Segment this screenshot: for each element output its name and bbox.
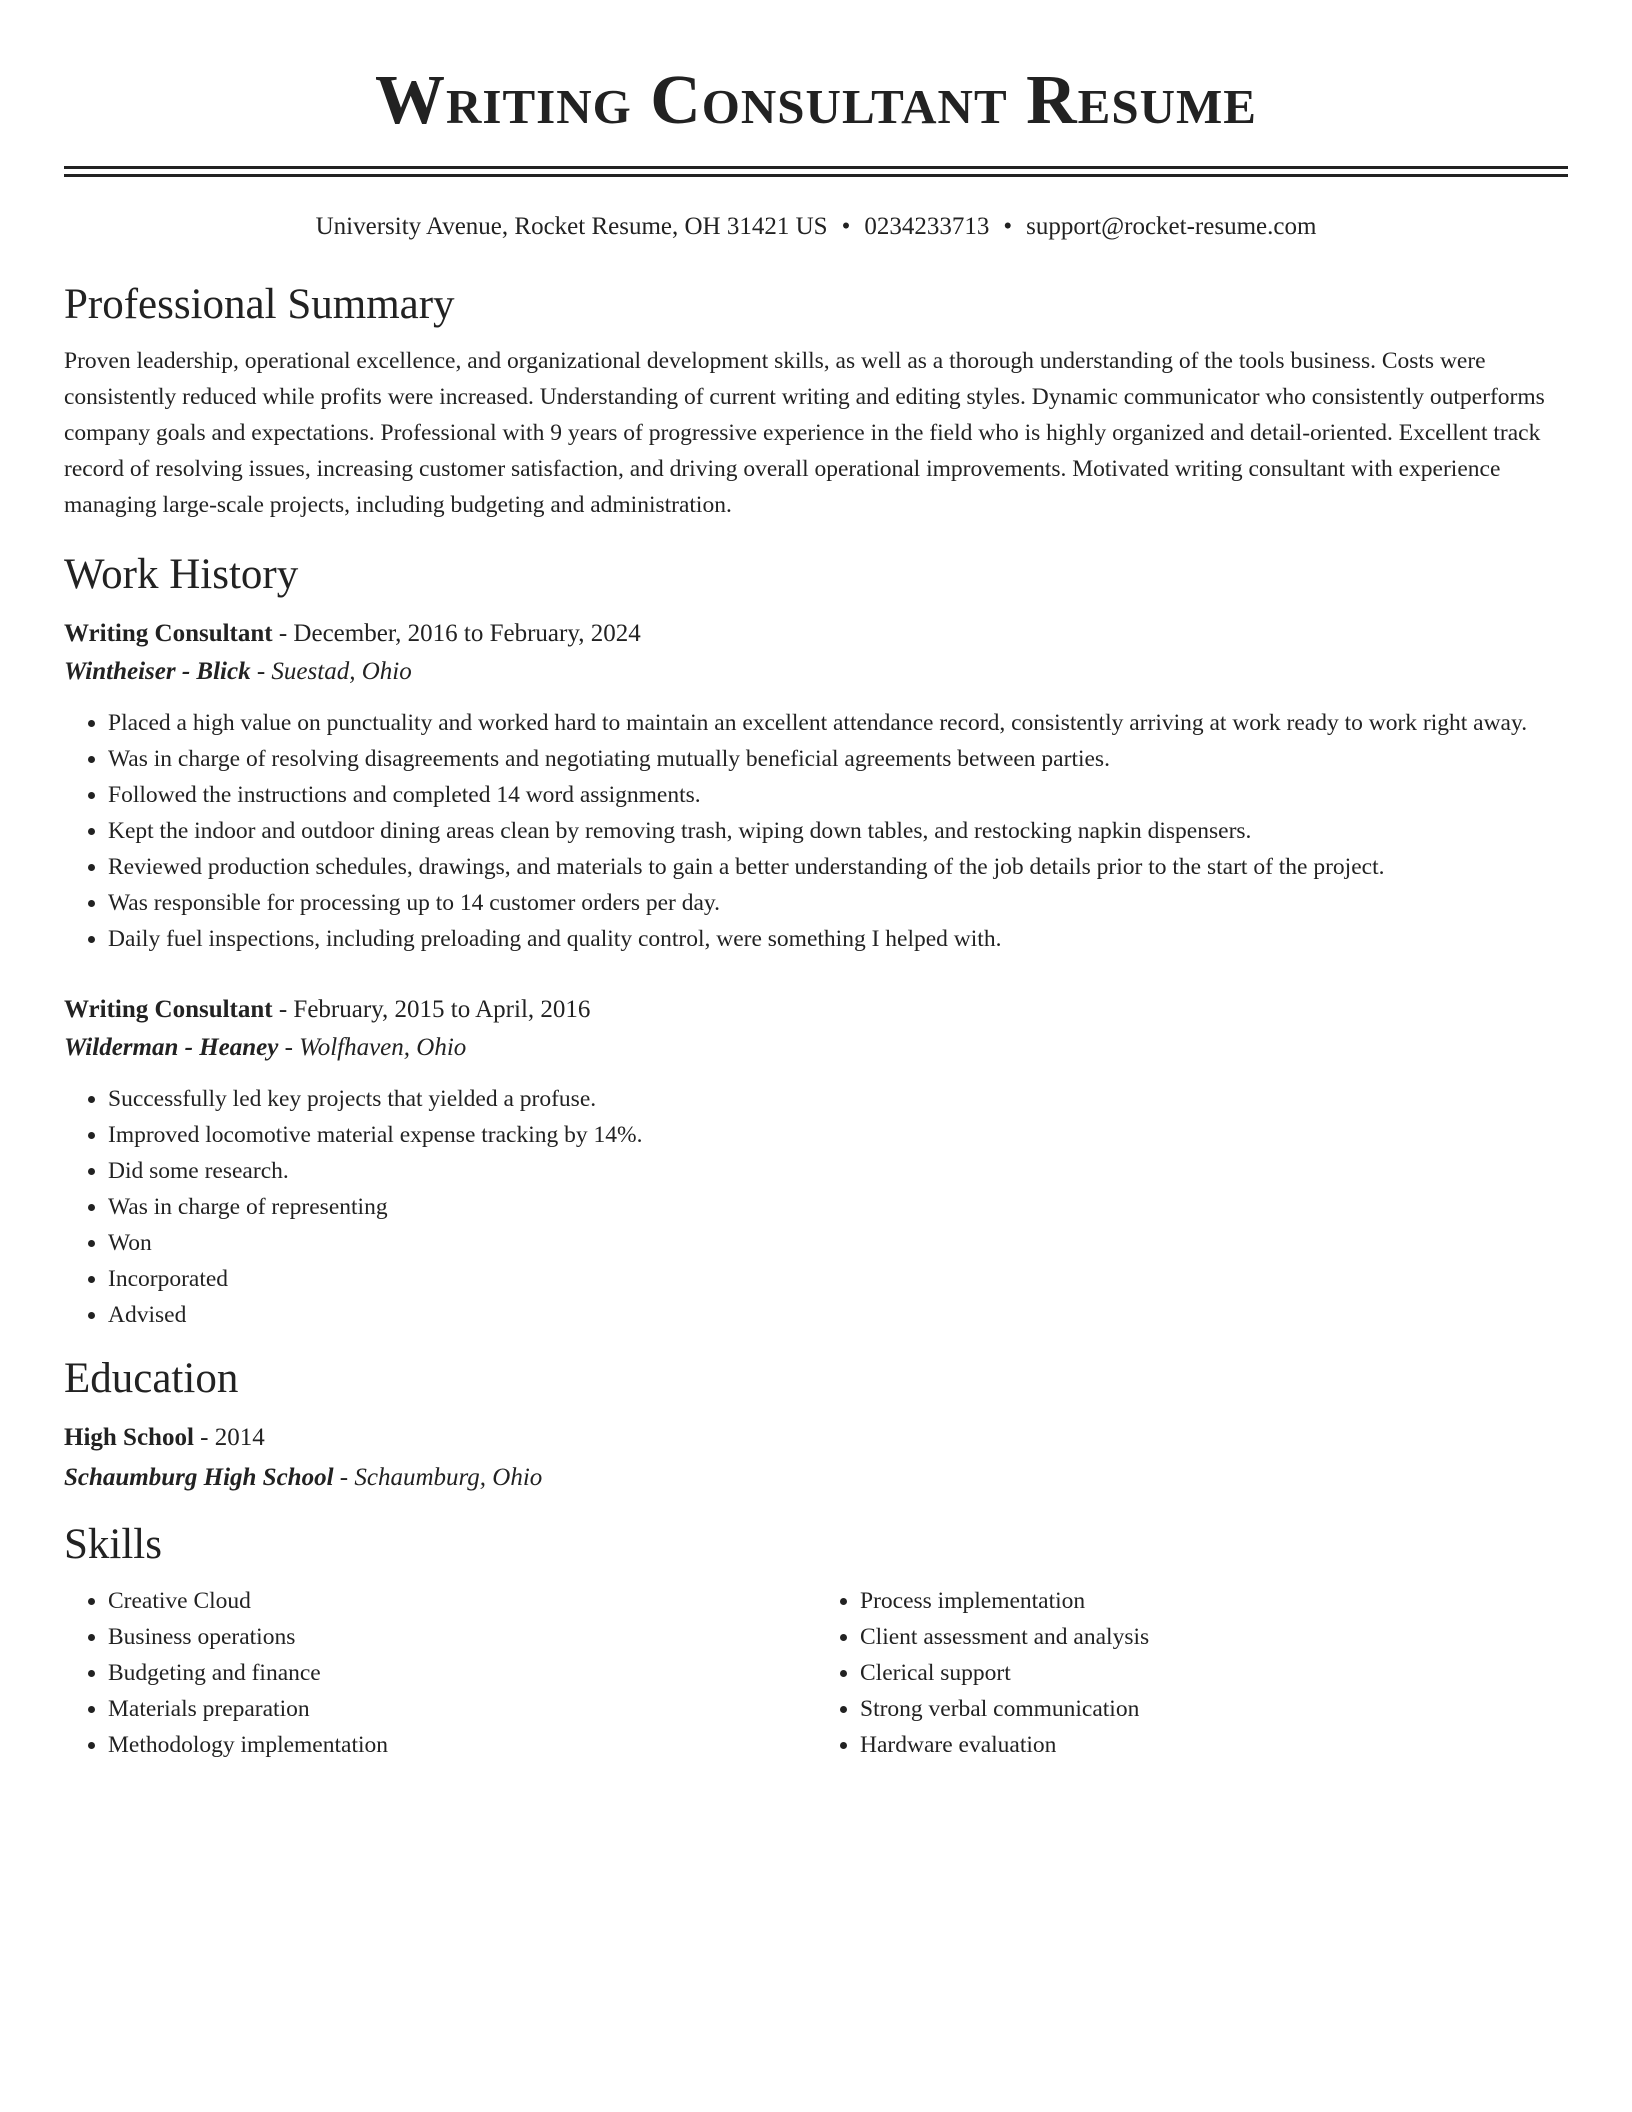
contact-phone: 0234233713: [864, 213, 990, 240]
list-item: • Incorporated: [108, 1261, 1568, 1297]
skill-item: • Hardware evaluation: [860, 1727, 1568, 1763]
job-dates: - December, 2016 to February, 2024: [272, 620, 641, 647]
employer-line: [64, 653, 1568, 691]
list-item: • Advised: [108, 1297, 1568, 1333]
employer-line: [64, 1029, 1568, 1067]
degree-year: - 2014: [193, 1424, 265, 1451]
job-entry: [64, 615, 1568, 957]
skill-item: • Creative Cloud: [108, 1583, 816, 1619]
school-location: - Schaumburg, Ohio: [333, 1464, 543, 1491]
skills-list-left: [64, 1583, 816, 1763]
list-item: • Successfully led key projects that yielded a profuse.: [108, 1081, 1568, 1117]
contact-email: support@rocket-resume.com: [1026, 213, 1317, 240]
list-item: • Did some research.: [108, 1153, 1568, 1189]
skill-item: • Clerical support: [860, 1655, 1568, 1691]
degree-line: [64, 1419, 1568, 1457]
job-dates: - February, 2015 to April, 2016: [272, 996, 591, 1023]
contact-separator: •: [841, 213, 851, 240]
job-title: Writing Consultant: [64, 620, 273, 647]
list-item: • Reviewed production schedules, drawings, and materials to gain a better understanding of the job details prior to the start of the project.: [108, 849, 1568, 885]
job-title-line: [64, 615, 1568, 653]
skills-section: [64, 1519, 1568, 1763]
list-item: • Placed a high value on punctuality and worked hard to maintain an excellent attendance record, consistently arriving at work ready to work right away.: [108, 705, 1568, 741]
skill-item: • Methodology implementation: [108, 1727, 816, 1763]
list-item: • Was responsible for processing up to 14 customer orders per day.: [108, 885, 1568, 921]
skill-item: • Strong verbal communication: [860, 1691, 1568, 1727]
page-title: Writing Consultant Resume: [375, 62, 1257, 139]
employer-location: - Wolfhaven, Ohio: [278, 1034, 467, 1061]
job-title-line: [64, 991, 1568, 1029]
education-section: [64, 1353, 1568, 1497]
list-item: • Followed the instructions and completed 14 word assignments.: [108, 777, 1568, 813]
job-entry: [64, 991, 1568, 1333]
summary-section: [64, 279, 1568, 523]
title-double-rule: [64, 166, 1568, 177]
skill-item: • Materials preparation: [108, 1691, 816, 1727]
employer-name: Wintheiser - Blick: [64, 658, 251, 685]
skill-item: • Business operations: [108, 1619, 816, 1655]
skills-columns: [64, 1583, 1568, 1763]
work-history-section: [64, 549, 1568, 1333]
work-history-heading: Work History: [64, 551, 299, 598]
list-item: • Won: [108, 1225, 1568, 1261]
skill-item: • Budgeting and finance: [108, 1655, 816, 1691]
skills-heading: Skills: [64, 1521, 162, 1568]
skills-list-right: [816, 1583, 1568, 1763]
school-name: Schaumburg High School: [64, 1464, 334, 1491]
contact-line: [64, 211, 1568, 243]
list-item: • Was in charge of representing: [108, 1189, 1568, 1225]
skill-item: • Client assessment and analysis: [860, 1619, 1568, 1655]
contact-separator: •: [1003, 213, 1013, 240]
skill-item: • Process implementation: [860, 1583, 1568, 1619]
school-line: [64, 1459, 1568, 1497]
summary-text: Proven leadership, operational excellence, and organizational development skills, as well as a thorough understanding of the tools business. Costs were consistently reduced while profits were increased. Understanding of current writing and editing styles. Dynamic communicator who consistently outperforms company goals and expectations. Professional with 9 years of progressive experience in the field who is highly organized and detail-oriented. Excellent track record of resolving issues, increasing customer satisfaction, and driving overall operational improvements. Motivated writing consultant with experience managing large-scale projects, including budgeting and administration.: [64, 348, 1545, 518]
list-item: • Kept the indoor and outdoor dining areas clean by removing trash, wiping down tables, and restocking napkin dispensers.: [108, 813, 1568, 849]
list-item: • Was in charge of resolving disagreements and negotiating mutually beneficial agreements between parties.: [108, 741, 1568, 777]
job-title: Writing Consultant: [64, 996, 273, 1023]
summary-heading: Professional Summary: [64, 281, 455, 328]
degree-name: High School: [64, 1424, 194, 1451]
education-heading: Education: [64, 1355, 239, 1402]
employer-name: Wilderman - Heaney: [64, 1034, 279, 1061]
list-item: • Daily fuel inspections, including preloading and quality control, were something I helped with.: [108, 921, 1568, 957]
contact-address: University Avenue, Rocket Resume, OH 31421 US: [315, 213, 828, 240]
job-bullets: [64, 1081, 1568, 1333]
employer-location: - Suestad, Ohio: [250, 658, 412, 685]
list-item: • Improved locomotive material expense tracking by 14%.: [108, 1117, 1568, 1153]
job-bullets: [64, 705, 1568, 957]
